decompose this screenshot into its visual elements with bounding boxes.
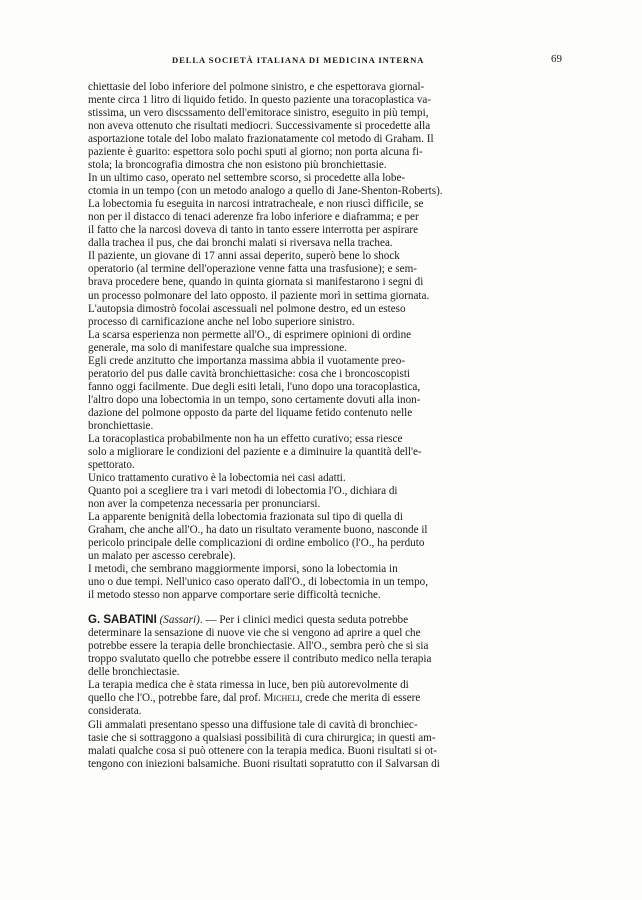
section-gap (88, 602, 562, 614)
text-line: Egli crede anzitutto che importanza massima abbia il vuotamente preo- (88, 354, 406, 367)
text-line: solo a migliorare le condizioni del paziente e a diminuire la quantità dell'e- (88, 445, 422, 458)
text-line: determinare la sensazione di nuove vie che si vengono ad aprire a quel che (88, 627, 421, 640)
text-line: malati qualche cosa si può ottenere con la terapia medica. Buoni risultati si ot- (88, 744, 437, 757)
text-line: l'altro dopo una lobectomia in un tempo, sono certamente dovuti alla inon- (88, 393, 421, 406)
text-line: fanno oggi facilmente. Due degli esiti letali, l'uno dopo una toracoplastica, (88, 380, 421, 393)
text-line: non aveva ottenuto che risultati mediocri. Successivamente si procedette alla (88, 120, 431, 133)
text-line: il metodo stesso non apparve comportare serie difficoltà tecniche. (88, 589, 381, 602)
text-line: stissima, un vero discssamento dell'emitorace sinistro, eseguito in più tempi, (88, 107, 429, 120)
text-line (88, 692, 562, 705)
text-line: Il paziente, un giovane di 17 anni assai deperito, superò bene lo shock (88, 250, 400, 263)
text-fragment: , crede che merita di essere (299, 692, 421, 705)
text-line: chiettasie del lobo inferiore del polmone sinistro, e che espettorava giornal- (88, 81, 425, 93)
speaker-intro-line (88, 614, 562, 627)
text-line: uno o due tempi. Nell'unico caso operato dall'O., di lobectomia in un tempo, (88, 576, 429, 589)
text-line: non per il distacco di tenaci aderenze fra lobo inferiore e diaframma; e per (88, 211, 419, 224)
paragraph-therapy (88, 719, 562, 771)
text-line: Graham, che anche all'O., ha dato un risultato veramente buono, nasconde il (88, 524, 428, 537)
cited-author-micheli: Micheli (263, 692, 300, 705)
text-line: operatorio (al termine dell'operazione venne fatta una trasfusione); e sem- (88, 263, 417, 276)
text-line: un malato per ascesso cerebrale). (88, 550, 236, 563)
text-line: La lobectomia fu eseguita in narcosi intratracheale, e non riuscì difficile, se (88, 198, 424, 211)
text-line: Quanto poi a scegliere tra i vari metodi di lobectomia l'O., dichiara di (88, 484, 398, 497)
text-line: brava procedere bene, quando in quinta giornata si manifestarono i segni di (88, 276, 424, 289)
text-line: potrebbe essere la terapia delle bronchiectasie. All'O., sembra però che si sia (88, 640, 429, 653)
text-line: La scarsa esperienza non permette all'O., di esprimere opinioni di ordine (88, 328, 412, 341)
text-line: I metodi, che sembrano maggiormente imporsi, sono la lobectomia in (88, 563, 398, 576)
text-line: L'autopsia dimostrò focolai ascessuali nel polmone destro, ed un esteso (88, 302, 406, 315)
text-line: La toracoplastica probabilmente non ha un effetto curativo; essa riesce (88, 432, 403, 445)
text-line: peratorio del pus dalle cavità bronchiettasiche: cosa che i broncoscopisti (88, 367, 411, 380)
text-line: Gli ammalati presentano spesso una diffusione tale di cavità di bronchiec- (88, 718, 418, 731)
text-line: Unico trattamento curativo è la lobectomia nei casi adatti. (88, 471, 346, 484)
text-line: In un ultimo caso, operato nel settembre scorso, si procedette alla lobe- (88, 172, 406, 185)
text-line: paziente è guarito: espettora solo pochi sputi al giorno; non porta alcuna fi- (88, 146, 423, 159)
text-line: spettorato. (88, 458, 135, 471)
paragraph-sabatini (88, 627, 562, 679)
speaker-intro-text: . — Per i clinici medici questa seduta potrebbe (199, 614, 409, 627)
text-line: dazione del polmone opposto da parte del liquame fetido contenuto nelle (88, 406, 413, 419)
text-line: considerata. (88, 705, 142, 718)
text-line: La apparente benignità della lobectomia frazionata sul tipo di quella di (88, 511, 403, 524)
text-line: delle bronchiectasie. (88, 666, 180, 679)
text-line: mente circa 1 litro di liquido fetido. In questo paziente una toracoplastica va- (88, 94, 432, 107)
text-line: un processo polmonare del lato opposto. il paziente morì in settima giornata. (88, 289, 430, 302)
text-line: dalla trachea il pus, che dai bronchi malati si riversava nella trachea. (88, 237, 393, 250)
text-line: il fatto che la narcosi doveva di tanto in tanto essere interrotta per aspirare (88, 224, 419, 237)
text-line: ctomia in un tempo (con un metodo analogo a quello di Jane-Shenton-Roberts). (88, 185, 443, 198)
text-line: pericolo principale delle complicazioni di ordine embolico (l'O., ha perduto (88, 537, 425, 550)
text-line: tengono con iniezioni balsamiche. Buoni risultati sopratutto con il Salvarsan di (88, 757, 440, 770)
text-line: tasie che si sottraggono a qualsiasi possibilità di cura chirurgica; in questi am- (88, 731, 436, 744)
body-text (88, 81, 562, 771)
text-line: generale, ma solo di manifestare qualche sua impressione. (88, 341, 347, 354)
text-line: processo di carnificazione anche nel lobo superiore sinistro. (88, 315, 355, 328)
speaker-city: (Sassari) (159, 614, 200, 627)
text-line: stola; la broncografia dimostra che non esistono più bronchiettasie. (88, 159, 387, 172)
text-line: asportazione totale del lobo malato frazionatamente col metodo di Graham. Il (88, 133, 434, 146)
page-number: 69 (551, 53, 562, 65)
text-line: non aver la competenza necessaria per pronunciarsi. (88, 498, 321, 510)
speaker-name: G. SABATINI (88, 614, 157, 627)
header-title: DELLA SOCIETÀ ITALIANA DI MEDICINA INTERNA (172, 55, 425, 65)
text-line: La terapia medica che è stata rimessa in luce, ben più autorevolmente di (88, 679, 409, 692)
running-header (88, 55, 562, 69)
text-fragment: quello che l'O., potrebbe fare, dal prof. (88, 692, 264, 705)
text-line: bronchiettasie. (88, 419, 154, 432)
text-line: troppo svalutato quello che potrebbe essere il contributo medico nella terapia (88, 653, 432, 666)
paragraphs-lobectomy (88, 81, 562, 602)
